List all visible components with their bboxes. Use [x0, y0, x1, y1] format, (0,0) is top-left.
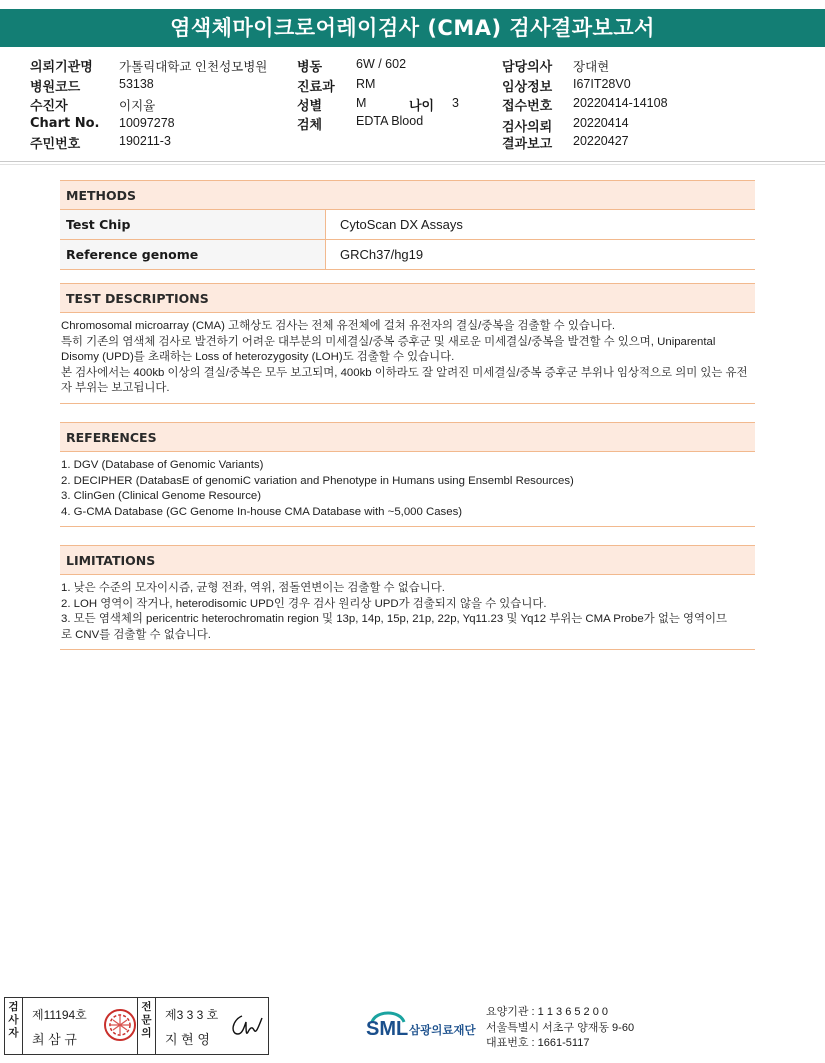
info-label-resident-no: 주민번호	[30, 137, 81, 152]
section-divider	[60, 403, 755, 404]
references-heading: REFERENCES	[60, 422, 755, 452]
list-item: 4. G-CMA Database (GC Genome In-house CMA Database with ~5,000 Cases)	[61, 505, 463, 518]
info-value-patient: 이지율	[119, 99, 156, 113]
info-value-report-date: 20220427	[573, 134, 629, 148]
text-line: 특히 기존의 염색체 검사로 발견하기 어려운 대부분의 미세결실/중복 증후군 및 새로운 미세결실/중복을 발견할 수 있으며, Uniparental	[61, 335, 716, 348]
methods-heading: METHODS	[60, 180, 755, 210]
list-item: 2. LOH 영역이 작거나, heterodisomic UPD인 경우 검사 원리상 UPD가 검출되지 않을 수 있습니다.	[61, 597, 547, 610]
info-value-request-date: 20220414	[573, 116, 629, 130]
examiner-name: 최 삼 규	[32, 1032, 77, 1047]
list-item: 1. DGV (Database of Genomic Variants)	[61, 459, 264, 471]
info-value-ward: 6W / 602	[356, 57, 407, 71]
list-item: 3. 모든 염색체의 pericentric heterochromatin region 및 13p, 14p, 15p, 21p, 22p, Yq11.23 및 Yq12 부위는 CMA Probe가 없는 영역이므	[61, 613, 728, 625]
seal-icon	[103, 1008, 137, 1042]
signature-icon	[228, 1010, 264, 1040]
info-value-age: 3	[452, 96, 459, 110]
divider	[0, 164, 825, 165]
report-title: 염색체마이크로어레이검사 (CMA) 검사결과보고서	[0, 9, 825, 47]
signature-box	[4, 997, 269, 1055]
info-label-hospital-code: 병원코드	[30, 80, 81, 95]
limitations-section	[60, 545, 755, 650]
info-label-sex: 성별	[297, 99, 323, 114]
test-descriptions-section	[60, 283, 755, 404]
text-line: 자 부위는 보고됩니다.	[61, 382, 170, 394]
org-address: 서울특별시 서초구 양재동 9-60	[486, 1021, 635, 1034]
methods-value-test-chip: CytoScan DX Assays	[340, 217, 463, 232]
references-body	[60, 452, 755, 526]
test-descriptions-heading: TEST DESCRIPTIONS	[60, 283, 755, 313]
patient-info	[0, 56, 825, 156]
limitations-body	[60, 575, 755, 649]
specialist-label: 전 문 의	[138, 998, 156, 1054]
info-value-department: RM	[356, 77, 376, 91]
methods-section	[60, 180, 755, 270]
limitations-heading: LIMITATIONS	[60, 545, 755, 575]
list-item: 1. 낮은 수준의 모자이시즘, 균형 전좌, 역위, 점돌연변이는 검출할 수 없습니다.	[61, 582, 445, 594]
info-label-chart-no: Chart No.	[30, 116, 100, 131]
table-row	[60, 240, 755, 270]
org-name: 삼광의료재단	[409, 1023, 476, 1037]
examiner-license-no: 제11194호	[32, 1008, 87, 1022]
info-label-doctor: 담당의사	[502, 60, 553, 75]
examiner-cell	[23, 998, 138, 1054]
info-value-doctor: 장대현	[573, 60, 610, 74]
info-value-clinical-info: I67IT28V0	[573, 77, 631, 91]
info-value-resident-no: 190211-3	[119, 134, 171, 148]
org-info	[486, 1005, 634, 1052]
info-label-ward: 병동	[297, 60, 323, 75]
info-value-specimen: EDTA Blood	[356, 114, 424, 128]
info-value-hospital-code: 53138	[119, 77, 154, 91]
info-label-age: 나이	[409, 99, 435, 114]
section-divider	[60, 649, 755, 650]
info-value-receipt-no: 20220414-14108	[573, 96, 668, 110]
info-label-request-date: 검사의뢰	[502, 120, 553, 135]
info-label-report-date: 결과보고	[502, 137, 553, 152]
methods-label-test-chip: Test Chip	[60, 210, 326, 239]
references-section	[60, 422, 755, 527]
divider	[0, 161, 825, 162]
methods-label-reference-genome: Reference genome	[60, 240, 326, 269]
info-label-patient: 수진자	[30, 99, 68, 114]
text-line: Disomy (UPD)를 초래하는 Loss of heterozygosity (LOH)도 검출할 수 있습니다.	[61, 351, 455, 363]
info-value-sex: M	[356, 96, 367, 110]
info-label-specimen: 검체	[297, 118, 323, 133]
info-label-department: 진료과	[297, 80, 335, 95]
specialist-name: 지 현 영	[165, 1032, 210, 1047]
info-value-institution: 가톨릭대학교 인천성모병원	[119, 60, 268, 74]
test-descriptions-body	[60, 313, 755, 403]
list-item: 2. DECIPHER (DatabasE of genomiC variation and Phenotype in Humans using Ensembl Resources)	[61, 474, 574, 487]
table-row	[60, 210, 755, 240]
methods-value-reference-genome: GRCh37/hg19	[340, 247, 424, 262]
org-phone: 대표번호 : 1661-5117	[486, 1037, 590, 1049]
info-value-chart-no: 10097278	[119, 116, 175, 130]
text-line: Chromosomal microarray (CMA) 고해상도 검사는 전체 유전체에 걸쳐 유전자의 결실/중복을 검출할 수 있습니다.	[61, 320, 616, 332]
info-label-receipt-no: 접수번호	[502, 99, 553, 114]
specialist-license-no: 제3 3 3 호	[165, 1008, 219, 1022]
list-item: 로 CNV를 검출할 수 없습니다.	[61, 628, 211, 641]
text-line: 본 검사에서는 400kb 이상의 결실/중복은 모두 보고되며, 400kb 이하라도 잘 알려진 미세결실/중복 증후군 부위나 임상적으로 의미 있는 유전	[61, 366, 748, 379]
info-label-institution: 의뢰기관명	[30, 60, 93, 75]
logo-text: SML	[366, 1018, 409, 1040]
list-item: 3. ClinGen (Clinical Genome Resource)	[61, 490, 262, 502]
info-label-clinical-info: 임상정보	[502, 80, 553, 95]
examiner-label: 검 사 자	[5, 998, 23, 1054]
section-divider	[60, 526, 755, 527]
org-code: 요양기관 : 1 1 3 6 5 2 0 0	[486, 1006, 609, 1018]
specialist-cell	[156, 998, 268, 1054]
